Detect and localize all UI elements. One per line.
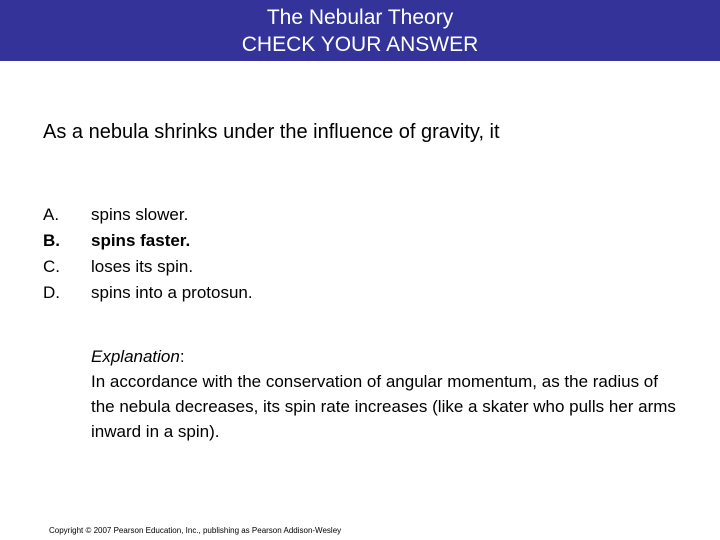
- choice-letter: B.: [43, 231, 60, 250]
- choice-d: [43, 280, 253, 306]
- slide-title: The Nebular Theory: [266, 6, 454, 29]
- choice-a: [43, 202, 253, 228]
- slide-header: [0, 0, 720, 61]
- choice-letter: D.: [43, 283, 60, 302]
- explanation-text: In accordance with the conservation of angular momentum, as the radius of the nebula decreases, its spin rate increases (like a skater who pulls her arms inward in a spin).: [91, 372, 676, 441]
- explanation-block: [91, 344, 691, 444]
- question-text: As a nebula shrinks under the influence of gravity, it: [43, 121, 500, 143]
- choice-text: loses its spin.: [91, 257, 194, 276]
- choice-text: spins into a protosun.: [91, 283, 253, 302]
- choice-b: [43, 228, 253, 254]
- choice-letter: C.: [43, 257, 60, 276]
- choice-text: spins slower.: [91, 205, 189, 224]
- answer-choices: [43, 202, 253, 306]
- copyright-notice: Copyright © 2007 Pearson Education, Inc., publishing as Pearson Addison-Wesley: [49, 526, 342, 535]
- explanation-colon: :: [179, 347, 185, 366]
- choice-letter: A.: [43, 205, 60, 224]
- choice-text: spins faster.: [91, 231, 191, 250]
- slide-subtitle: CHECK YOUR ANSWER: [241, 33, 479, 56]
- choice-c: [43, 254, 253, 280]
- explanation-label: Explanation: [91, 347, 180, 366]
- explanation-heading: [91, 344, 691, 369]
